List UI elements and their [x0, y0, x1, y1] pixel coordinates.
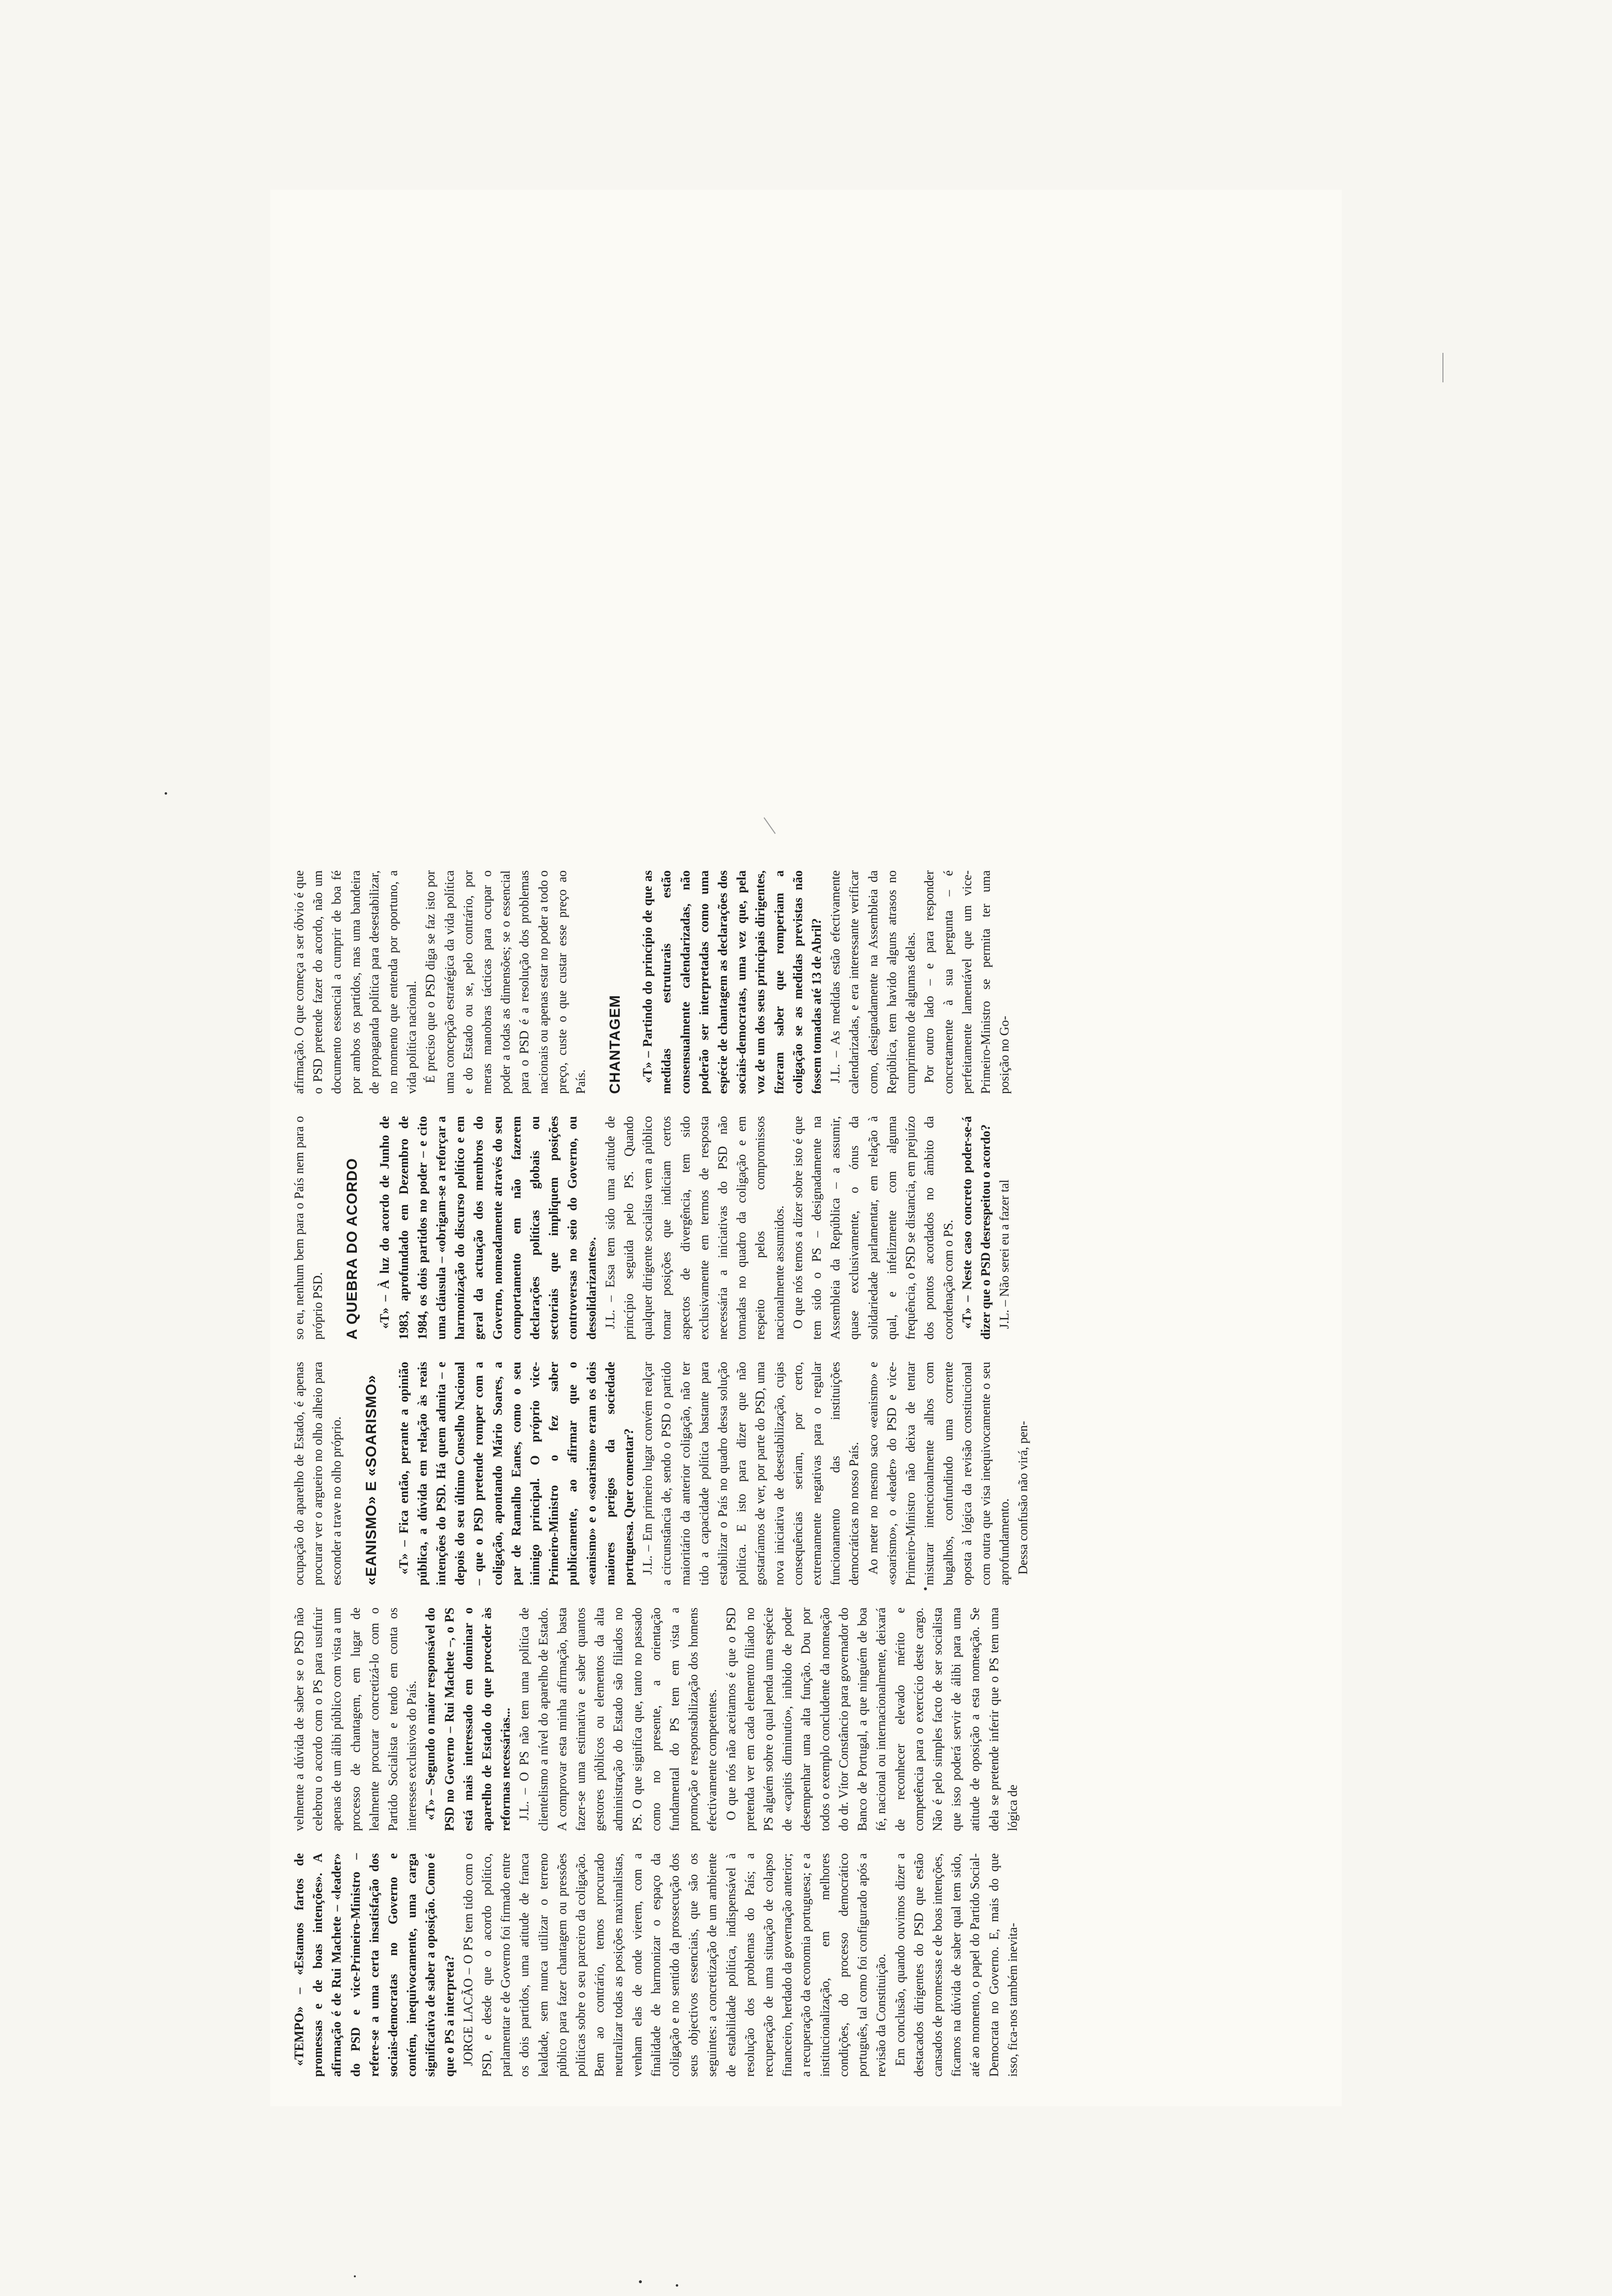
answer-paragraph: J.L. – O PS não tem uma política de clientelismo a nível do aparelho de Estado. A comprovar esta minha afirmação, basta fazer-se uma estimativa e saber quantos gestores públicos ou elementos da alta administração do Estado são filiados no PS. O que significa que, tanto no passado como no presente, a orientação fundamental do PS tem em vista a promoção e responsabilização dos homens efectivamente competentes. [517, 1607, 720, 1831]
interview-question: «T» – Fica então, perante a opinião pública, a dúvida em relação às reais intenções do PSD. Há quem admita – e depois do seu último Conselho Nacional – que o PSD pretende romper com a coligação, apontando Mário Soares, a par de Ramalho Eanes, como o seu inimigo principal. O próprio vice-Primeiro-Ministro o fez saber publicamente, ao afirmar que o «eanismo» e o «soarismo» eram os dois maiores perigos da sociedade portuguesa. Quer comentar? [396, 1362, 636, 1585]
interview-question: «T» – Neste caso concreto poder-se-á dizer que o PSD desrespeitou o acordo? [959, 1116, 993, 1340]
article-column-2 [290, 1607, 1322, 1831]
section-heading: CHANTAGEM [607, 995, 624, 1094]
answer-paragraph: Em conclusão, quando ouvimos dizer a destacados dirigentes do PSD que estão cansados de promessas e de boas intenções, ficamos na dúvida de saber qual tem sido, até ao momento, o papel do Partido Social-Democrata no Governo. E, mais do que isso, fica-nos também inevita- [892, 1853, 1020, 2077]
article-column-3 [290, 1362, 1322, 1585]
paragraph-continued: so eu, nenhum bem para o País nem para o próprio PSD. [292, 1116, 325, 1340]
paragraph-continued: velmente a dúvida de saber se o PSD não celebrou o acordo com o PS para usufruir apenas de um álibi público com vista a um processo de chantagem, em lugar de lealmente procurar concretizá-lo com o Partido Socialista e tendo em conta os interesses exclusivos do País. [292, 1607, 419, 1831]
scan-speck [924, 1587, 927, 1590]
answer-paragraph: J.L. – Essa tem sido uma atitude de princípio seguida pelo PS. Quando qualquer dirigente socialista vem a público tomar posições que indiciam certos aspectos de divergência, tem sido exclusivamente em termos de resposta necessária a iniciativas do PSD não tomadas no quadro da coligação e em respeito pelos compromissos nacionalmente assumidos. [603, 1116, 786, 1340]
answer-paragraph: É preciso que o PSD diga se faz isto por uma concepção estratégica da vida política e do Estado ou se, pelo contrário, por meras manobras tácticas para ocupar o poder a todas as dimensões; se o essencial para o PSD é a resolução dos problemas nacionais ou apenas estar no poder a todo o preço, custe o que custar esse preço ao País. [423, 870, 588, 1094]
scan-speck [639, 2280, 642, 2283]
article-column-4 [290, 1116, 1322, 1340]
answer-paragraph: J.L. – Não serei eu a fazer tal [997, 1179, 1012, 1329]
scan-mark [1442, 353, 1443, 382]
answer-paragraph: O que nós temos a dizer sobre isto é que tem sido o PS – designadamente na Assembleia da República – a assumir, quase exclusivamente, o ónus da solidariedade parlamentar, em relação à qual, e infelizmente com alguma frequência, o PSD se distancia, em prejuízo dos pontos acordados no âmbito da coordenação com o PS. [790, 1116, 955, 1340]
scan-speck [676, 2284, 678, 2287]
section-heading: «EANISMO» E «SOARISMO» [363, 1375, 379, 1585]
paragraph-continued: ocupação do aparelho de Estado, é apenas procurar ver o argueiro no olho alheio para esconder a trave no olho próprio. [292, 1362, 344, 1585]
scan-speck [354, 2275, 356, 2277]
section-heading: A QUEBRA DO ACORDO [344, 1158, 361, 1340]
answer-paragraph: JORGE LACÃO – O PS tem tido com o PSD, e desde que o acordo político, parlamentar e de Governo foi firmado entre os dois partidos, uma atitude de franca lealdade, sem nunca utilizar o terreno público para fazer chantagem ou pressões políticas sobre o seu parceiro da coligação. Bem ao contrário, temos procurado neutralizar todas as posições maximalistas, venham elas de onde vierem, com a finalidade de harmonizar o espaço da coligação e no sentido da prossecução dos seus objectivos essenciais, que são os seguintes: a concretização de um ambiente de estabilidade política, indispensável à resolução dos problemas do País; a recuperação de uma situação de colapso financeiro, herdado da governação anterior; a recuperação da economia portuguesa; e a institucionalização, em melhores condições, do processo democrático português, tal como foi configurado após a revisão da Constituição. [461, 1853, 889, 2077]
answer-paragraph: Ao meter no mesmo saco «eanismo» e «soarismo», o «leader» do PSD e vice-Primeiro-Ministro não deixa de tentar misturar intencionalmente alhos com bugalhos, confundindo uma corrente oposta à lógica da revisão constitucional com outra que visa inequivocamente o seu aprofundamento. [865, 1362, 1012, 1585]
interview-question: «T» – Segundo o maior responsável do PSD no Governo – Rui Machete –, o PS está mais interessado em dominar o aparelho de Estado do que proceder às reformas necessárias... [423, 1607, 513, 1831]
interview-question: «T» – À luz do acordo de Junho de 1983, aprofundado em Dezembro de 1984, os dois partidos no poder – e cito uma cláusula – «obrigam-se a reforçar a harmonização do discurso político e em geral da actuação dos membros do Governo, nomeadamente através do seu comportamento em não fazerem declarações políticas globais ou sectoriais que impliquem posições controversas no seio do Governo, ou dessolidarizantes». [377, 1116, 599, 1340]
answer-paragraph: Dessa confusão não virá, pen- [1016, 1421, 1031, 1575]
article-column-1 [290, 1853, 1322, 2077]
scan-speck [165, 792, 167, 795]
article-column-5 [290, 870, 1322, 1094]
answer-paragraph: Por outro lado – e para responder concretamente à sua pergunta – é perfeitamente lamentável que um vice-Primeiro-Ministro se permita ter uma posição no Go- [922, 870, 1012, 1094]
interview-question: «T» – Partindo do princípio de que as medidas estruturais estão consensualmente calendarizadas, não poderão ser interpretadas como uma espécie de chantagem as declarações dos sociais-democratas, uma vez que, pela voz de um dos seus principais dirigentes, fizeram saber que romperiam a coligação se as medidas previstas não fossem tomadas até 13 de Abril? [640, 870, 824, 1094]
newspaper-page [270, 190, 1342, 2106]
paragraph-continued: afirmação. O que começa a ser óbvio é que o PSD pretende fazer do acordo, não um documento essencial a cumprir de boa fé por ambos os partidos, mas uma bandeira de propaganda política para desestabilizar, no momento que entenda por oportuno, a vida política nacional. [292, 870, 419, 1094]
answer-paragraph: J.L. – Em primeiro lugar convém realçar a circunstância de, sendo o PSD o partido maioritário da anterior coligação, não ter tido a capacidade política bastante para estabilizar o País no quadro dessa solução política. E isto para dizer que não gostaríamos de ver, por parte do PSD, uma nova iniciativa de desestabilização, cujas consequências seriam, por certo, extremamente negativas para o regular funcionamento das instituições democráticas no nosso País. [640, 1362, 862, 1585]
interview-question: «TEMPO» – «Estamos fartos de promessas e de boas intenções». A afirmação é de Rui Machete – «leader» do PSD e vice-Primeiro-Ministro – refere-se a uma certa insatisfação dos sociais-democratas no Governo e contém, inequivocamente, uma carga significativa de saber a oposição. Como é que o PS a interpreta? [292, 1853, 457, 2077]
answer-paragraph: J.L. – As medidas estão efectivamente calendarizadas, e era interessante verificar como, designadamente na Assembleia da República, tem havido alguns atrasos no cumprimento de algumas delas. [828, 870, 918, 1094]
answer-paragraph: O que nós não aceitamos é que o PSD pretenda ver em cada elemento filiado no PS alguém sobre o qual penda uma espécie de «capitis diminutio», inibido de poder desempenhar uma alta função. Dou por todos o exemplo concludente da nomeação do dr. Vítor Constâncio para governador do Banco de Portugal, a que ninguém de boa fé, nacional ou internacionalmente, deixará de reconhecer elevado mérito e competência para o exercício deste cargo. Não é pelo simples facto de ser socialista que isso poderá servir de álibi para uma atitude de oposição a esta nomeação. Se dela se pretende inferir que o PS tem uma lógica de [723, 1607, 1020, 1831]
